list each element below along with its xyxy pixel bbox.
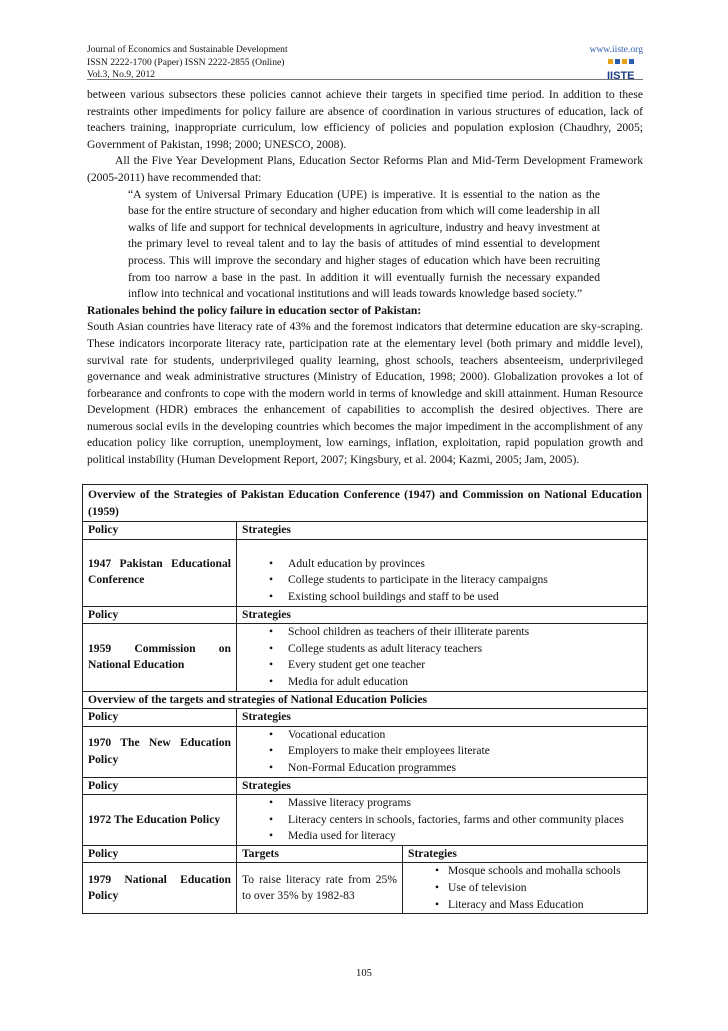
table-row bbox=[83, 726, 648, 777]
volume-line: Vol.3, No.9, 2012 bbox=[87, 69, 156, 81]
table-header-row bbox=[83, 709, 648, 727]
header-targets: Targets bbox=[237, 845, 403, 863]
list-item: • Media used for literacy bbox=[242, 828, 642, 845]
header-policy: Policy bbox=[83, 606, 237, 624]
page-header bbox=[87, 44, 643, 82]
list-item: • Literacy centers in schools, factories, farms and other community places bbox=[242, 812, 642, 829]
strategies-cell bbox=[237, 726, 648, 777]
paragraph-3: South Asian countries have literacy rate of 43% and the foremost indicators that determine education are sky-scraping. These indicators incorporate literacy rate, participation rate at the elementary level (both primary and middle level), survival rate for students, underprivileged quality learning, ghost schools, teachers absenteeism, underprivileged governance and weak administrative structures (Ministry of Education, 1998; 2000). Globalization provokes a lot of forbearance and confronts to cope with the modern world in terms of knowledge and skill attainment. Human Resource Development (HDR) embraces the enhancement of capabilities to accomplish the desired objectives. There are numerous social evils in the developing countries which becomes the major impediment in the accomplishment of any education policy like corruption, unemployment, low earnings, inflation, exploitation, rapid population growth and political instability (Human Development Report, 2007; Kingsbury, et al. 2004; Kazmi, 2005; Jam, 2005). bbox=[87, 320, 643, 467]
list-item: • Literacy and Mass Education bbox=[408, 897, 642, 914]
list-item: • College students to participate in the literacy campaigns bbox=[242, 572, 642, 589]
policy-cell: 1970 The New Education Policy bbox=[83, 726, 237, 777]
table-title-2: Overview of the targets and strategies of National Education Policies bbox=[83, 691, 648, 709]
policy-cell: 1972 The Education Policy bbox=[83, 795, 237, 846]
table-title-row bbox=[83, 485, 648, 522]
table-row bbox=[83, 795, 648, 846]
header-policy: Policy bbox=[83, 845, 237, 863]
svg-text:IISTE: IISTE bbox=[607, 70, 635, 82]
header-strategies: Strategies bbox=[237, 777, 648, 795]
strategies-cell bbox=[403, 863, 648, 914]
header-strategies: Strategies bbox=[237, 606, 648, 624]
journal-title: Journal of Economics and Sustainable Development bbox=[87, 44, 288, 55]
header-rule bbox=[87, 79, 643, 80]
target-cell: To raise literacy rate from 25% to over 35% by 1982-83 bbox=[237, 863, 403, 914]
header-strategies: Strategies bbox=[403, 845, 648, 863]
strategies-cell bbox=[237, 539, 648, 606]
page-number: 105 bbox=[356, 968, 372, 979]
policy-cell: 1947 Pakistan Educational Conference bbox=[83, 539, 237, 606]
header-strategies: Strategies bbox=[237, 522, 648, 540]
table-row bbox=[83, 624, 648, 691]
list-item: • Non-Formal Education programmes bbox=[242, 760, 642, 777]
policy-cell: 1979 National Education Policy bbox=[83, 863, 237, 914]
strategies-cell bbox=[237, 624, 648, 691]
table-header-row bbox=[83, 522, 648, 540]
policy-table bbox=[82, 484, 648, 914]
list-item: • Use of television bbox=[408, 880, 642, 897]
list-item: • Adult education by provinces bbox=[242, 556, 642, 573]
header-policy: Policy bbox=[83, 709, 237, 727]
header-policy: Policy bbox=[83, 522, 237, 540]
list-item: • Massive literacy programs bbox=[242, 795, 642, 812]
list-item: • Employers to make their employees literate bbox=[242, 743, 642, 760]
table-header-row bbox=[83, 777, 648, 795]
section-heading: Rationales behind the policy failure in education sector of Pakistan: bbox=[87, 303, 422, 317]
issn-line: ISSN 2222-1700 (Paper) ISSN 2222-2855 (Online) bbox=[87, 56, 285, 68]
table-title-1: Overview of the Strategies of Pakistan Education Conference (1947) and Commission on National Education (1959) bbox=[83, 485, 648, 522]
block-quote: “A system of Universal Primary Education (UPE) is imperative. It is essential to the nation as the base for the entire structure of secondary and higher education from which will come leadership in all walks of life and support for technical developments in agriculture, industry and heavy investment at the primary level to reveal talent and to lay the basis of attitudes of mind essential to development process. This will improve the secondary and higher stages of education which have been recruiting from too narrow a base in the past. In addition it will eventually furnish the necessary expanded inflow into technical and vocational institutions and will leads towards knowledge based society.” bbox=[128, 187, 600, 301]
list-item: • Existing school buildings and staff to be used bbox=[242, 589, 642, 606]
table-row bbox=[83, 863, 648, 914]
list-item: • Mosque schools and mohalla schools bbox=[408, 863, 642, 880]
list-item: • Media for adult education bbox=[242, 674, 642, 691]
article-body bbox=[87, 87, 643, 469]
policy-cell: 1959 Commission on National Education bbox=[83, 624, 237, 691]
table-header-row bbox=[83, 845, 648, 863]
table-row bbox=[83, 539, 648, 606]
header-strategies: Strategies bbox=[237, 709, 648, 727]
list-item: • Every student get one teacher bbox=[242, 657, 642, 674]
table-title-row bbox=[83, 691, 648, 709]
table-header-row bbox=[83, 606, 648, 624]
paragraph-2: All the Five Year Development Plans, Education Sector Reforms Plan and Mid-Term Development Framework (2005-2011) have recommended that: bbox=[87, 154, 643, 184]
strategies-cell bbox=[237, 795, 648, 846]
list-item: • College students as adult literacy teachers bbox=[242, 641, 642, 658]
list-item: • School children as teachers of their illiterate parents bbox=[242, 624, 642, 641]
header-policy: Policy bbox=[83, 777, 237, 795]
journal-url[interactable]: www.iiste.org bbox=[589, 44, 643, 55]
list-item: • Vocational education bbox=[242, 727, 642, 744]
paragraph-1: between various subsectors these policies cannot achieve their targets in specified time period. In addition to these restraints other impediments for policy failure are absence of coordination in various structures of education, lack of teachers training, inappropriate curriculum, low efficiency of policies and population explosion (Chaudhry, 2005; Government of Pakistan, 1998; 2000; UNESCO, 2008). bbox=[87, 88, 643, 151]
